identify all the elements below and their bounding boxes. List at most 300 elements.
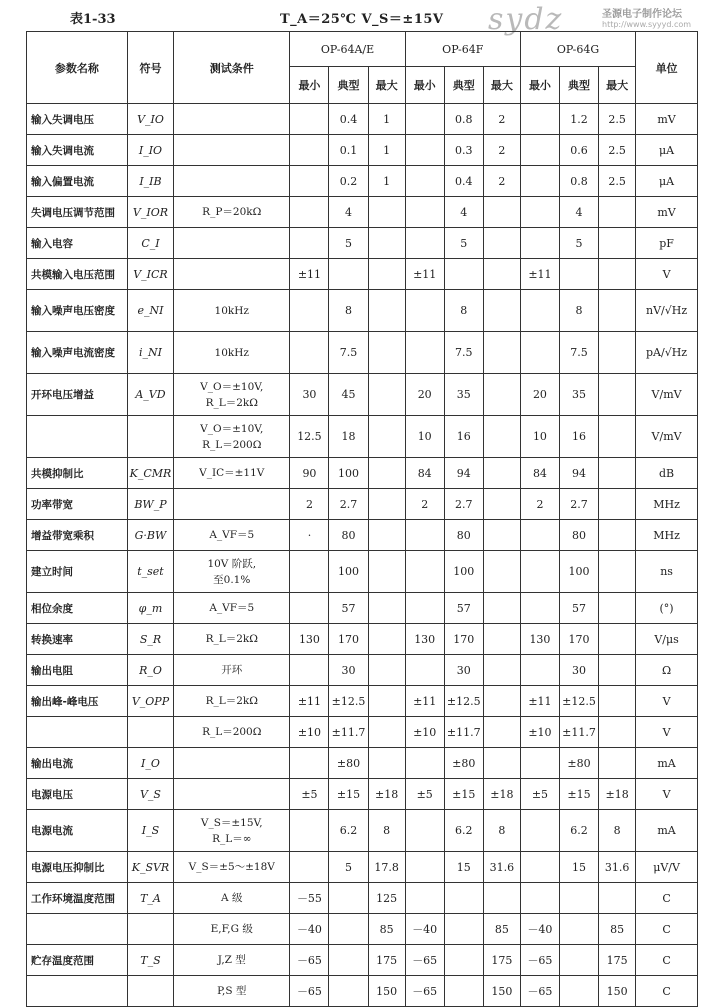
param-symbol: G·BW <box>127 520 173 551</box>
value-f-typ <box>444 259 483 290</box>
test-condition: 10kHz <box>174 332 290 374</box>
value-f-min: －40 <box>405 914 444 945</box>
value-g-max: 2.5 <box>599 166 636 197</box>
value-a-typ: 57 <box>329 593 368 624</box>
test-condition: 开环 <box>174 655 290 686</box>
value-f-min: 2 <box>405 489 444 520</box>
table-row <box>27 520 698 551</box>
value-a-typ: 2.7 <box>329 489 368 520</box>
param-symbol: T_A <box>127 883 173 914</box>
value-f-typ: 0.4 <box>444 166 483 197</box>
unit: nV/√Hz <box>636 290 698 332</box>
value-a-max: 150 <box>368 976 405 1007</box>
value-g-typ <box>559 883 598 914</box>
header-typ: 典型 <box>329 67 368 104</box>
value-a-typ: 100 <box>329 458 368 489</box>
value-a-min <box>290 135 329 166</box>
value-g-min: ±11 <box>520 686 559 717</box>
value-f-max <box>483 259 520 290</box>
value-f-typ: 5 <box>444 228 483 259</box>
param-name <box>27 976 128 1007</box>
unit: MHz <box>636 489 698 520</box>
unit: dB <box>636 458 698 489</box>
value-g-max: 2.5 <box>599 104 636 135</box>
table-row <box>27 135 698 166</box>
value-a-min: 12.5 <box>290 416 329 458</box>
value-g-typ <box>559 976 598 1007</box>
param-symbol: V_IO <box>127 104 173 135</box>
value-g-min <box>520 332 559 374</box>
value-g-min: 2 <box>520 489 559 520</box>
table-row <box>27 686 698 717</box>
param-name: 贮存温度范围 <box>27 945 128 976</box>
test-condition: V_O＝±10V, R_L＝2kΩ <box>174 374 290 416</box>
header-max: 最大 <box>368 67 405 104</box>
value-g-typ: 0.8 <box>559 166 598 197</box>
param-name: 功率带宽 <box>27 489 128 520</box>
table-row <box>27 883 698 914</box>
value-g-max <box>599 228 636 259</box>
value-f-max: ±18 <box>483 779 520 810</box>
header-group-a: OP-64A/E <box>290 32 405 67</box>
value-g-max <box>599 624 636 655</box>
unit: mA <box>636 810 698 852</box>
value-g-typ: 7.5 <box>559 332 598 374</box>
test-condition <box>174 228 290 259</box>
value-g-max <box>599 416 636 458</box>
param-symbol <box>127 416 173 458</box>
value-g-min: 10 <box>520 416 559 458</box>
test-condition: E,F,G 级 <box>174 914 290 945</box>
value-f-max <box>483 655 520 686</box>
value-f-typ: 170 <box>444 624 483 655</box>
test-condition <box>174 104 290 135</box>
unit: V/mV <box>636 416 698 458</box>
value-f-max: 150 <box>483 976 520 1007</box>
value-g-max <box>599 593 636 624</box>
value-f-min <box>405 104 444 135</box>
value-g-min <box>520 593 559 624</box>
value-a-min <box>290 228 329 259</box>
value-f-max <box>483 748 520 779</box>
param-name: 开环电压增益 <box>27 374 128 416</box>
value-g-min <box>520 810 559 852</box>
value-a-min: · <box>290 520 329 551</box>
value-a-typ: 0.4 <box>329 104 368 135</box>
value-g-typ: 94 <box>559 458 598 489</box>
value-g-typ <box>559 945 598 976</box>
value-a-max: 1 <box>368 135 405 166</box>
value-g-min <box>520 290 559 332</box>
value-a-typ: 0.2 <box>329 166 368 197</box>
value-g-typ: ±11.7 <box>559 717 598 748</box>
param-symbol: I_O <box>127 748 173 779</box>
value-a-max <box>368 332 405 374</box>
value-f-max <box>483 624 520 655</box>
value-f-max <box>483 520 520 551</box>
value-g-max <box>599 458 636 489</box>
value-g-min <box>520 520 559 551</box>
table-row <box>27 228 698 259</box>
test-condition <box>174 748 290 779</box>
value-a-min: －65 <box>290 945 329 976</box>
unit: mV <box>636 197 698 228</box>
value-a-typ: 4 <box>329 197 368 228</box>
value-f-typ: 35 <box>444 374 483 416</box>
test-condition: R_L＝2kΩ <box>174 624 290 655</box>
test-conditions-header: T_A＝25℃ V_S＝±15V <box>280 12 444 27</box>
header-min: 最小 <box>290 67 329 104</box>
value-f-min <box>405 135 444 166</box>
value-f-typ: 80 <box>444 520 483 551</box>
param-symbol: BW_P <box>127 489 173 520</box>
param-name: 输入电容 <box>27 228 128 259</box>
test-condition: A_VF＝5 <box>174 520 290 551</box>
param-name: 输出电阻 <box>27 655 128 686</box>
param-name: 输入偏置电流 <box>27 166 128 197</box>
test-condition: V_S＝±5～±18V <box>174 852 290 883</box>
watermark-url: http://www.syyyd.com <box>602 20 692 29</box>
value-a-typ <box>329 259 368 290</box>
param-name: 输入失调电压 <box>27 104 128 135</box>
value-g-typ: ±15 <box>559 779 598 810</box>
value-a-min: 90 <box>290 458 329 489</box>
test-condition: R_L＝200Ω <box>174 717 290 748</box>
param-symbol: V_OPP <box>127 686 173 717</box>
test-condition <box>174 166 290 197</box>
unit: ns <box>636 551 698 593</box>
unit: (°) <box>636 593 698 624</box>
value-f-max <box>483 686 520 717</box>
value-g-max <box>599 197 636 228</box>
table-row <box>27 489 698 520</box>
value-a-min <box>290 748 329 779</box>
table-row <box>27 914 698 945</box>
value-g-max <box>599 686 636 717</box>
value-f-max: 175 <box>483 945 520 976</box>
value-a-max <box>368 748 405 779</box>
value-a-min: －40 <box>290 914 329 945</box>
value-f-min: ±5 <box>405 779 444 810</box>
value-a-min <box>290 852 329 883</box>
param-name: 输入噪声电压密度 <box>27 290 128 332</box>
value-g-typ: 1.2 <box>559 104 598 135</box>
test-condition: A_VF＝5 <box>174 593 290 624</box>
table-row <box>27 624 698 655</box>
value-g-min: ±5 <box>520 779 559 810</box>
value-g-min <box>520 197 559 228</box>
value-g-min: －65 <box>520 976 559 1007</box>
table-row <box>27 945 698 976</box>
param-symbol: I_S <box>127 810 173 852</box>
value-a-typ: 5 <box>329 852 368 883</box>
value-f-max: 2 <box>483 135 520 166</box>
test-condition: P,S 型 <box>174 976 290 1007</box>
header-param: 参数名称 <box>27 32 128 104</box>
value-g-max <box>599 520 636 551</box>
value-a-typ: 80 <box>329 520 368 551</box>
test-condition: V_IC＝±11V <box>174 458 290 489</box>
param-symbol: V_S <box>127 779 173 810</box>
param-name: 电源电压 <box>27 779 128 810</box>
value-a-min <box>290 166 329 197</box>
value-a-min: 30 <box>290 374 329 416</box>
value-a-typ: ±80 <box>329 748 368 779</box>
value-a-typ: 6.2 <box>329 810 368 852</box>
value-g-min <box>520 748 559 779</box>
value-a-max <box>368 228 405 259</box>
value-f-typ: ±12.5 <box>444 686 483 717</box>
param-symbol: K_CMR <box>127 458 173 489</box>
value-f-min: ±10 <box>405 717 444 748</box>
value-f-min <box>405 520 444 551</box>
value-g-max <box>599 655 636 686</box>
table-row <box>27 748 698 779</box>
param-symbol: t_set <box>127 551 173 593</box>
unit: V/mV <box>636 374 698 416</box>
watermark-site-name: 圣源电子制作论坛 <box>602 9 682 20</box>
value-a-typ: 5 <box>329 228 368 259</box>
value-a-max <box>368 374 405 416</box>
value-f-min <box>405 166 444 197</box>
value-g-min <box>520 135 559 166</box>
value-f-typ: 6.2 <box>444 810 483 852</box>
value-g-typ: ±80 <box>559 748 598 779</box>
value-g-max <box>599 290 636 332</box>
unit: μA <box>636 166 698 197</box>
table-row <box>27 976 698 1007</box>
param-name: 工作环境温度范围 <box>27 883 128 914</box>
value-f-typ: 30 <box>444 655 483 686</box>
param-symbol: S_R <box>127 624 173 655</box>
value-a-min <box>290 810 329 852</box>
test-condition <box>174 489 290 520</box>
value-g-max <box>599 332 636 374</box>
param-symbol <box>127 914 173 945</box>
test-condition <box>174 779 290 810</box>
value-f-typ: 0.8 <box>444 104 483 135</box>
test-condition: R_L＝2kΩ <box>174 686 290 717</box>
value-g-max: ±18 <box>599 779 636 810</box>
value-g-min: 84 <box>520 458 559 489</box>
value-a-typ <box>329 945 368 976</box>
param-symbol: I_IO <box>127 135 173 166</box>
value-f-min <box>405 290 444 332</box>
value-g-max: 150 <box>599 976 636 1007</box>
unit: mA <box>636 748 698 779</box>
header-symbol: 符号 <box>127 32 173 104</box>
value-a-max: ±18 <box>368 779 405 810</box>
table-row <box>27 374 698 416</box>
value-a-max <box>368 197 405 228</box>
value-f-min <box>405 655 444 686</box>
table-row <box>27 810 698 852</box>
param-symbol: e_NI <box>127 290 173 332</box>
value-f-typ: 2.7 <box>444 489 483 520</box>
value-f-typ: 15 <box>444 852 483 883</box>
value-g-min: 20 <box>520 374 559 416</box>
value-f-min: 10 <box>405 416 444 458</box>
value-f-min: 130 <box>405 624 444 655</box>
value-g-max: 8 <box>599 810 636 852</box>
value-g-max <box>599 717 636 748</box>
value-a-min: ±11 <box>290 686 329 717</box>
test-condition: R_P＝20kΩ <box>174 197 290 228</box>
test-condition: 10kHz <box>174 290 290 332</box>
value-f-typ: 100 <box>444 551 483 593</box>
value-f-max <box>483 883 520 914</box>
value-f-typ: ±80 <box>444 748 483 779</box>
value-a-max: 1 <box>368 104 405 135</box>
param-name: 相位余度 <box>27 593 128 624</box>
value-a-typ: 7.5 <box>329 332 368 374</box>
value-a-min <box>290 593 329 624</box>
value-f-max <box>483 374 520 416</box>
value-a-min <box>290 551 329 593</box>
header-group-g: OP-64G <box>520 32 635 67</box>
unit: MHz <box>636 520 698 551</box>
value-a-min: ±5 <box>290 779 329 810</box>
header-typ: 典型 <box>444 67 483 104</box>
header-unit: 单位 <box>636 32 698 104</box>
value-a-max <box>368 686 405 717</box>
value-a-min: ±10 <box>290 717 329 748</box>
value-g-typ: 35 <box>559 374 598 416</box>
value-a-typ: 170 <box>329 624 368 655</box>
param-symbol: φ_m <box>127 593 173 624</box>
table-row <box>27 852 698 883</box>
unit: C <box>636 976 698 1007</box>
param-name: 电源电流 <box>27 810 128 852</box>
unit: mV <box>636 104 698 135</box>
param-symbol: I_IB <box>127 166 173 197</box>
param-name: 输出峰-峰电压 <box>27 686 128 717</box>
value-f-max: 2 <box>483 166 520 197</box>
value-a-min: －65 <box>290 976 329 1007</box>
value-g-max: 85 <box>599 914 636 945</box>
value-a-typ: 8 <box>329 290 368 332</box>
value-g-typ: 4 <box>559 197 598 228</box>
value-g-max <box>599 374 636 416</box>
value-f-typ: 7.5 <box>444 332 483 374</box>
value-g-typ <box>559 259 598 290</box>
param-symbol: A_VD <box>127 374 173 416</box>
param-name: 输入失调电流 <box>27 135 128 166</box>
table-row <box>27 416 698 458</box>
param-name: 输出电流 <box>27 748 128 779</box>
unit: μV/V <box>636 852 698 883</box>
table-label: 表1-33 <box>70 12 116 27</box>
unit: V <box>636 686 698 717</box>
value-a-max <box>368 717 405 748</box>
value-a-typ: 0.1 <box>329 135 368 166</box>
value-f-min <box>405 332 444 374</box>
value-g-min: 130 <box>520 624 559 655</box>
value-a-max <box>368 458 405 489</box>
param-symbol <box>127 717 173 748</box>
test-condition <box>174 259 290 290</box>
value-g-typ: 80 <box>559 520 598 551</box>
value-f-typ <box>444 976 483 1007</box>
value-f-typ: ±11.7 <box>444 717 483 748</box>
value-f-min <box>405 593 444 624</box>
value-f-min: ±11 <box>405 686 444 717</box>
test-condition: 10V 阶跃, 至0.1% <box>174 551 290 593</box>
value-a-max: 1 <box>368 166 405 197</box>
value-f-typ <box>444 883 483 914</box>
table-body <box>27 104 698 1007</box>
value-a-typ <box>329 976 368 1007</box>
value-g-max <box>599 748 636 779</box>
param-symbol: K_SVR <box>127 852 173 883</box>
param-symbol: V_ICR <box>127 259 173 290</box>
value-g-typ: 100 <box>559 551 598 593</box>
value-f-typ: 94 <box>444 458 483 489</box>
value-f-max: 2 <box>483 104 520 135</box>
value-g-typ: 170 <box>559 624 598 655</box>
value-a-max <box>368 655 405 686</box>
value-f-typ: 4 <box>444 197 483 228</box>
value-g-min: ±10 <box>520 717 559 748</box>
table-row <box>27 166 698 197</box>
param-name: 失调电压调节范围 <box>27 197 128 228</box>
value-a-max <box>368 551 405 593</box>
unit: pA/√Hz <box>636 332 698 374</box>
value-g-max <box>599 883 636 914</box>
value-f-min <box>405 852 444 883</box>
value-a-max: 8 <box>368 810 405 852</box>
value-a-min <box>290 290 329 332</box>
value-g-min: ±11 <box>520 259 559 290</box>
value-f-typ: 0.3 <box>444 135 483 166</box>
value-a-max <box>368 489 405 520</box>
header-test-condition: 测试条件 <box>174 32 290 104</box>
unit: V <box>636 779 698 810</box>
value-a-min: ±11 <box>290 259 329 290</box>
value-g-min: －65 <box>520 945 559 976</box>
unit: V/μs <box>636 624 698 655</box>
value-a-min: 130 <box>290 624 329 655</box>
value-f-min <box>405 748 444 779</box>
value-g-min <box>520 655 559 686</box>
value-f-min: －65 <box>405 945 444 976</box>
value-g-min <box>520 852 559 883</box>
test-condition: V_S＝±15V, R_L＝∞ <box>174 810 290 852</box>
table-row <box>27 717 698 748</box>
value-f-max <box>483 717 520 748</box>
value-a-max: 125 <box>368 883 405 914</box>
value-a-typ <box>329 883 368 914</box>
param-name: 共模输入电压范围 <box>27 259 128 290</box>
value-a-typ: 18 <box>329 416 368 458</box>
value-a-max: 17.8 <box>368 852 405 883</box>
table-row <box>27 458 698 489</box>
unit: μA <box>636 135 698 166</box>
watermark-logo: sydz <box>488 2 564 37</box>
table-row <box>27 290 698 332</box>
table-row <box>27 779 698 810</box>
table-row <box>27 332 698 374</box>
table-row <box>27 593 698 624</box>
value-g-typ <box>559 914 598 945</box>
value-f-min: 20 <box>405 374 444 416</box>
value-g-typ: 0.6 <box>559 135 598 166</box>
value-a-typ: 45 <box>329 374 368 416</box>
value-g-max: 175 <box>599 945 636 976</box>
value-f-max <box>483 593 520 624</box>
param-name: 建立时间 <box>27 551 128 593</box>
value-f-max <box>483 228 520 259</box>
